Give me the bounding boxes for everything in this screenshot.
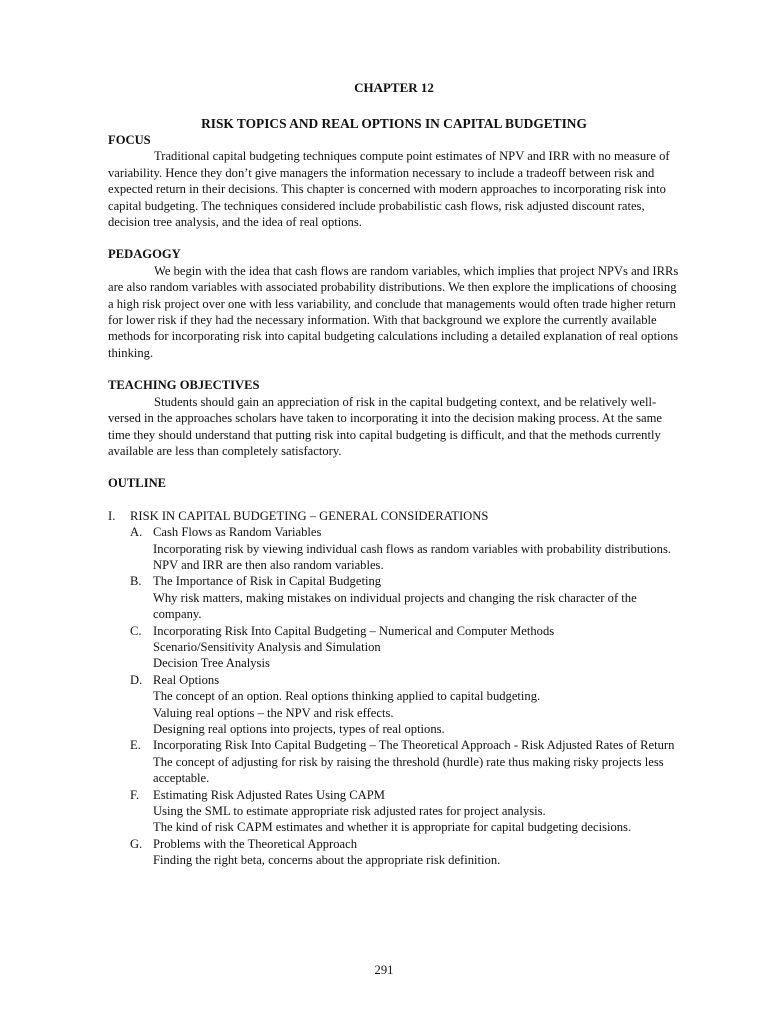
outline-item-title: Incorporating Risk Into Capital Budgeting – The Theoretical Approach - Risk Adjusted Rates of Return xyxy=(153,738,675,753)
outline-item xyxy=(130,737,680,786)
outline-item-line: Why risk matters, making mistakes on individual projects and changing the risk character of the company. xyxy=(153,590,637,622)
outline-item-line: The kind of risk CAPM estimates and whether it is appropriate for capital budgeting decisions. xyxy=(153,820,632,835)
outline-item-line: Scenario/Sensitivity Analysis and Simulation xyxy=(153,639,381,654)
outline-item xyxy=(130,672,680,738)
document-page xyxy=(108,80,680,869)
outline-item-body xyxy=(153,836,680,869)
outline-items xyxy=(108,524,680,869)
chapter-title: RISK TOPICS AND REAL OPTIONS IN CAPITAL BUDGETING xyxy=(201,116,587,131)
outline-section-number: I. xyxy=(108,508,116,523)
focus-heading: FOCUS xyxy=(108,133,151,147)
outline-item-letter: B. xyxy=(130,574,142,589)
outline-item-title: Incorporating Risk Into Capital Budgeting – Numerical and Computer Methods xyxy=(153,623,555,638)
outline-item-title: Cash Flows as Random Variables xyxy=(153,525,322,540)
outline-item-line: Valuing real options – the NPV and risk effects. xyxy=(153,705,394,720)
outline-item-title: Problems with the Theoretical Approach xyxy=(153,836,358,851)
outline-item-title: The Importance of Risk in Capital Budgeting xyxy=(153,574,382,589)
outline-section-title: RISK IN CAPITAL BUDGETING – GENERAL CONSIDERATIONS xyxy=(130,508,489,523)
focus-paragraph: Traditional capital budgeting techniques compute point estimates of NPV and IRR with no measure of variability. Hence they don’t give managers the information necessary to include a tradeoff between risk and expected return in their decisions. This chapter is concerned with modern approaches to incorporating risk into capital budgeting. The techniques considered include probabilistic cash flows, risk adjusted discount rates, decision tree analysis, and the idea of real options. xyxy=(108,149,670,230)
outline-item xyxy=(130,623,680,672)
outline-item-body xyxy=(153,737,680,786)
chapter-label: CHAPTER 12 xyxy=(354,80,434,95)
outline-item-line: Decision Tree Analysis xyxy=(153,656,270,671)
outline-item-body xyxy=(153,787,680,836)
pedagogy-heading: PEDAGOGY xyxy=(108,247,181,262)
page-number: 291 xyxy=(374,963,394,977)
outline-heading: OUTLINE xyxy=(108,476,167,491)
outline-item-line: The concept of adjusting for risk by raising the threshold (hurdle) rate thus making risky projects less acceptable. xyxy=(153,754,664,786)
outline-item-line: The concept of an option. Real options thinking applied to capital budgeting. xyxy=(153,689,541,704)
outline-item-line: Finding the right beta, concerns about the appropriate risk definition. xyxy=(153,853,501,868)
outline-item-letter: A. xyxy=(130,525,143,540)
outline-item-letter: E. xyxy=(130,738,141,753)
objectives-paragraph: Students should gain an appreciation of risk in the capital budgeting context, and be relatively well-versed in the approaches scholars have taken to incorporating it into the decision making process. At the same time they should understand that putting risk into capital budgeting is difficult, and that the methods currently available are less than completely satisfactory. xyxy=(108,394,662,458)
outline-item-line: Using the SML to estimate appropriate risk adjusted rates for project analysis. xyxy=(153,804,546,819)
outline-item-body xyxy=(153,573,680,622)
outline-item-title: Real Options xyxy=(153,672,220,687)
outline-item-body xyxy=(153,672,680,738)
outline-item-letter: C. xyxy=(130,623,142,638)
objectives-heading: TEACHING OBJECTIVES xyxy=(108,378,260,393)
outline-item xyxy=(130,787,680,836)
outline-item-line: NPV and IRR are then also random variables. xyxy=(153,557,384,572)
outline-item-body xyxy=(153,623,680,672)
outline-item-line: Designing real options into projects, types of real options. xyxy=(153,722,445,736)
outline-item xyxy=(130,524,680,573)
outline-item xyxy=(130,836,680,869)
outline-item-title: Estimating Risk Adjusted Rates Using CAPM xyxy=(153,787,385,802)
outline-section xyxy=(108,508,680,524)
outline-item xyxy=(130,573,680,622)
outline-item-body xyxy=(153,524,680,573)
outline-item-letter: F. xyxy=(130,787,140,802)
outline-item-letter: D. xyxy=(130,672,143,687)
outline-item-line: Incorporating risk by viewing individual cash flows as random variables with probability distributions. xyxy=(153,541,672,556)
pedagogy-paragraph: We begin with the idea that cash flows are random variables, which implies that project NPVs and IRRs are also random variables with associated probability distributions. We then explore the implications of choosing a high risk project over one with less variability, and conclude that managements would often trade higher return for lower risk if they had the necessary information. With that background we explore the currently available methods for incorporating risk into capital budgeting calculations including a detailed explanation of real options thinking. xyxy=(108,263,679,360)
outline-item-letter: G. xyxy=(130,836,143,851)
